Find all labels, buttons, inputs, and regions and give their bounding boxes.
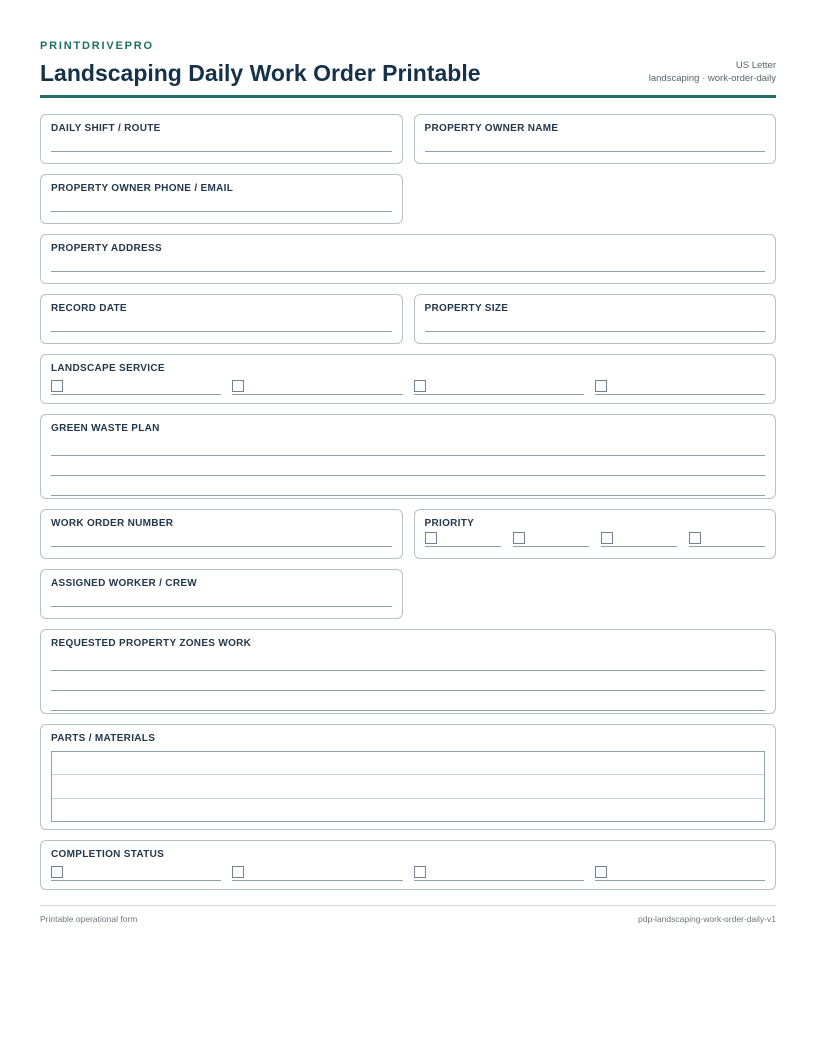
property-size-field bbox=[414, 294, 777, 344]
checkbox[interactable] bbox=[425, 532, 437, 544]
green-waste-plan-label: GREEN WASTE PLAN bbox=[51, 423, 160, 434]
landscape-service-option bbox=[51, 380, 221, 395]
table-row[interactable] bbox=[52, 752, 764, 775]
property-owner-name-field bbox=[414, 114, 777, 164]
footer bbox=[40, 905, 776, 924]
completion-status-field bbox=[40, 840, 776, 890]
checkbox[interactable] bbox=[414, 866, 426, 878]
paper-size: US Letter bbox=[735, 60, 776, 71]
checkbox[interactable] bbox=[595, 866, 607, 878]
priority-option bbox=[689, 533, 765, 547]
property-owner-contact-line[interactable] bbox=[51, 211, 392, 212]
landscape-service-field bbox=[40, 354, 776, 404]
green-waste-plan-line[interactable] bbox=[51, 476, 765, 496]
record-date-field bbox=[40, 294, 403, 344]
requested-zones-work-line[interactable] bbox=[51, 659, 765, 671]
checkbox[interactable] bbox=[232, 866, 244, 878]
checkbox[interactable] bbox=[601, 532, 613, 544]
assigned-worker-field bbox=[40, 569, 403, 619]
landscape-service-label: LANDSCAPE SERVICE bbox=[51, 363, 165, 374]
completion-status-option bbox=[595, 866, 765, 881]
parts-materials-label: PARTS / MATERIALS bbox=[51, 733, 156, 744]
checkbox[interactable] bbox=[232, 380, 244, 392]
work-order-number-label: WORK ORDER NUMBER bbox=[51, 518, 174, 529]
priority-label: PRIORITY bbox=[424, 518, 475, 529]
daily-shift-route-label: DAILY SHIFT / ROUTE bbox=[51, 123, 161, 134]
record-date-label: RECORD DATE bbox=[51, 303, 127, 314]
landscape-service-option bbox=[595, 380, 765, 395]
completion-status-options bbox=[51, 866, 765, 881]
property-address-line[interactable] bbox=[51, 271, 765, 272]
property-size-label: PROPERTY SIZE bbox=[424, 303, 509, 314]
checkbox[interactable] bbox=[689, 532, 701, 544]
property-owner-name-line[interactable] bbox=[425, 151, 766, 152]
property-address-label: PROPERTY ADDRESS bbox=[51, 243, 162, 254]
property-address-field bbox=[40, 234, 776, 284]
requested-zones-work-line[interactable] bbox=[51, 671, 765, 691]
table-row[interactable] bbox=[52, 775, 764, 798]
green-waste-plan-line[interactable] bbox=[51, 456, 765, 476]
requested-zones-work-line[interactable] bbox=[51, 691, 765, 711]
priority-option bbox=[601, 533, 677, 547]
checkbox[interactable] bbox=[414, 380, 426, 392]
completion-status-option bbox=[51, 866, 221, 881]
record-date-line[interactable] bbox=[51, 331, 392, 332]
daily-shift-route-field bbox=[40, 114, 403, 164]
requested-zones-work-label: REQUESTED PROPERTY ZONES WORK bbox=[51, 638, 252, 649]
parts-materials-field bbox=[40, 724, 776, 830]
priority-options bbox=[425, 533, 766, 547]
brand-name: PRINTDRIVEPRO bbox=[40, 40, 154, 52]
document-tags: landscaping · work-order-daily bbox=[648, 73, 776, 84]
header bbox=[40, 40, 776, 98]
landscape-service-option bbox=[232, 380, 402, 395]
assigned-worker-line[interactable] bbox=[51, 606, 392, 607]
landscape-service-options bbox=[51, 380, 765, 395]
requested-zones-work-field bbox=[40, 629, 776, 714]
checkbox[interactable] bbox=[51, 380, 63, 392]
document-meta bbox=[649, 59, 776, 85]
page-title: Landscaping Daily Work Order Printable bbox=[40, 60, 481, 86]
priority-option bbox=[513, 533, 589, 547]
work-order-number-line[interactable] bbox=[51, 546, 392, 547]
work-order-number-field bbox=[40, 509, 403, 559]
footer-form-id: pdp-landscaping-work-order-daily-v1 bbox=[638, 914, 776, 924]
checkbox[interactable] bbox=[513, 532, 525, 544]
green-waste-plan-field bbox=[40, 414, 776, 499]
checkbox[interactable] bbox=[595, 380, 607, 392]
landscape-service-option bbox=[414, 380, 584, 395]
priority-field bbox=[414, 509, 777, 559]
parts-materials-table bbox=[51, 751, 765, 822]
footer-left-text: Printable operational form bbox=[40, 914, 138, 924]
property-owner-name-label: PROPERTY OWNER NAME bbox=[424, 123, 559, 134]
green-waste-plan-line[interactable] bbox=[51, 444, 765, 456]
completion-status-option bbox=[414, 866, 584, 881]
property-owner-contact-label: PROPERTY OWNER PHONE / EMAIL bbox=[51, 183, 234, 194]
property-size-line[interactable] bbox=[425, 331, 766, 332]
property-owner-contact-field bbox=[40, 174, 403, 224]
priority-option bbox=[425, 533, 501, 547]
table-row[interactable] bbox=[52, 799, 764, 822]
daily-shift-route-line[interactable] bbox=[51, 151, 392, 152]
assigned-worker-label: ASSIGNED WORKER / CREW bbox=[51, 578, 198, 589]
checkbox[interactable] bbox=[51, 866, 63, 878]
completion-status-option bbox=[232, 866, 402, 881]
completion-status-label: COMPLETION STATUS bbox=[51, 849, 165, 860]
